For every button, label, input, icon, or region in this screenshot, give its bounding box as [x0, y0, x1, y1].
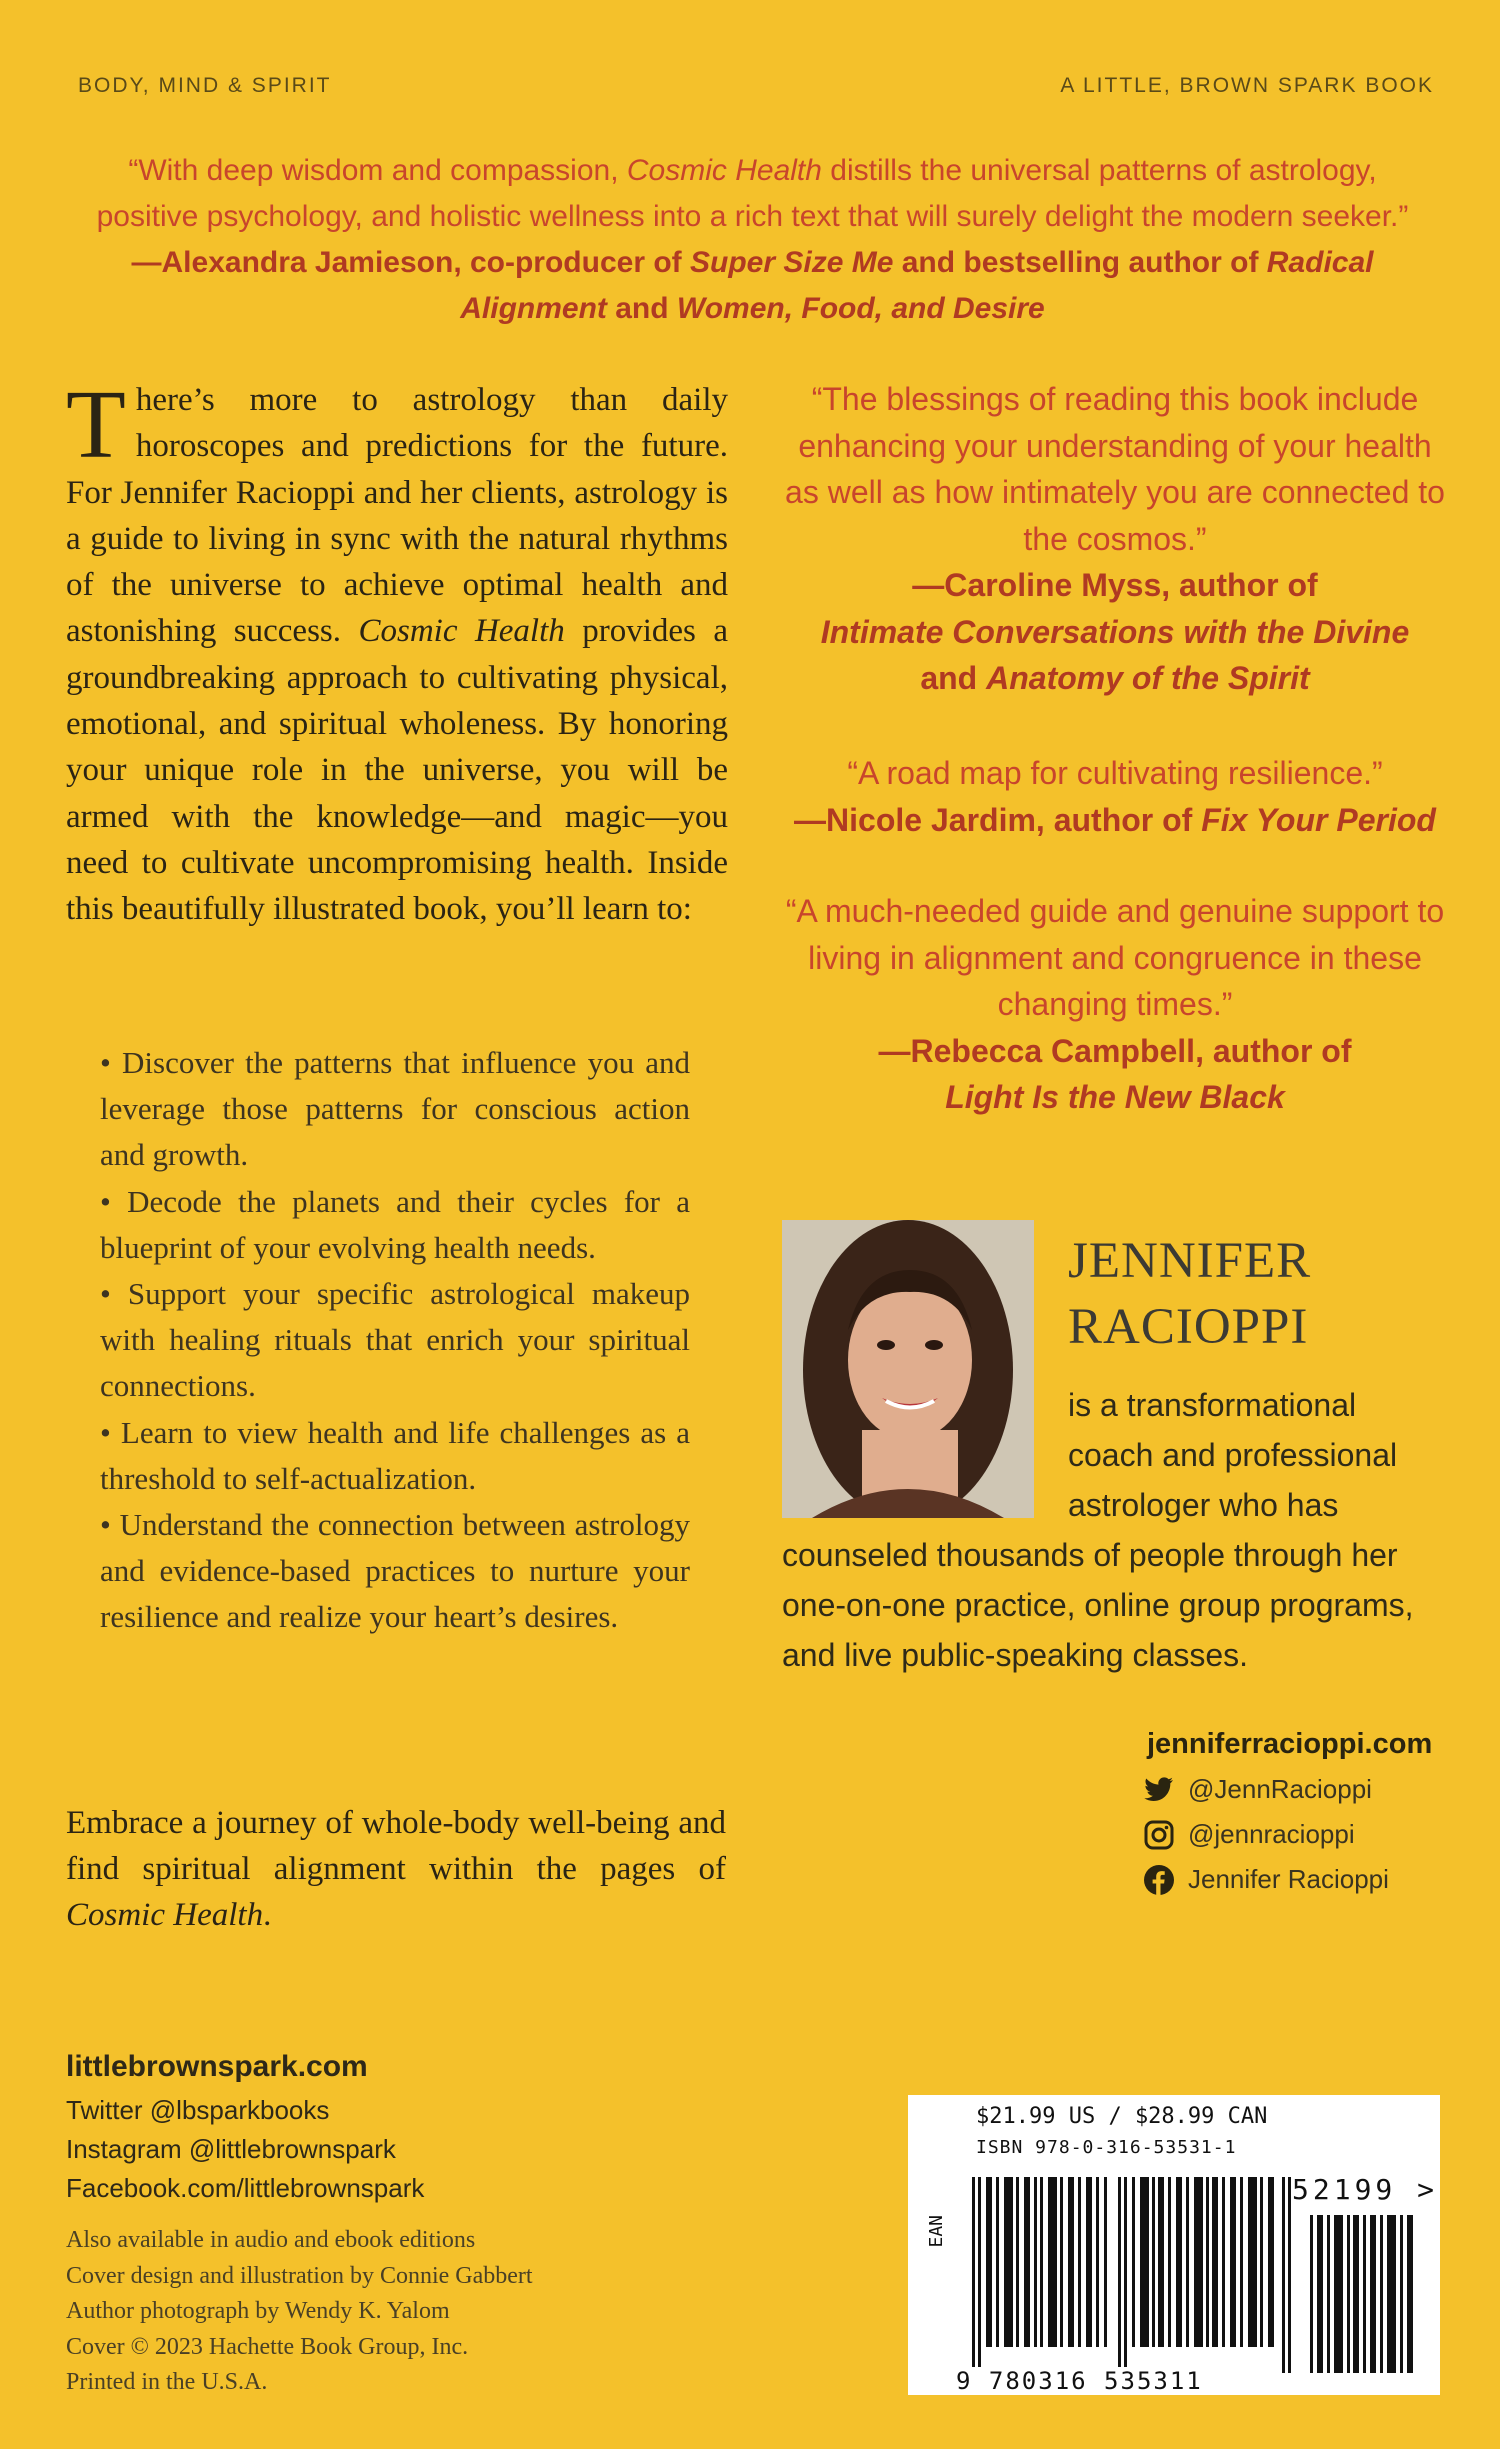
- author-portrait-image: [782, 1220, 1034, 1518]
- bullet-item: • Understand the connection between astrology and evidence-based practices to nurture your resilience and realize your heart’s desires.: [100, 1502, 690, 1641]
- isbn-label: ISBN 978-0-316-53531-1: [976, 2137, 1237, 2158]
- quote-attribution: —Rebecca Campbell, author of Light Is the New Black: [878, 1032, 1352, 1115]
- price-code: 52199 >: [1292, 2173, 1439, 2206]
- barcode-panel: [908, 2095, 1440, 2395]
- credit-line: Cover © 2023 Hachette Book Group, Inc.: [66, 2333, 469, 2360]
- quote-text: “A road map for cultivating resilience.”: [847, 755, 1383, 791]
- category-label: BODY, MIND & SPIRIT: [78, 74, 332, 97]
- publisher-twitter[interactable]: Twitter @lbsparkbooks: [66, 2095, 330, 2125]
- bullet-item: • Decode the planets and their cycles for a blueprint of your evolving health needs.: [100, 1179, 690, 1271]
- author-website-link[interactable]: jenniferracioppi.com: [1147, 1728, 1433, 1760]
- book-description: There’s more to astrology than daily horoscopes and predictions for the future. For Jennifer Racioppi and her clients, astrology is a guide to living in sync with the natural rhythms of the universe to achieve optimal health and astonishing success. Cosmic Health provides a groundbreaking approach to cultivating physical, emotional, and spiritual wholeness. By honoring your unique role in the universe, you will be armed with the knowledge—and magic—you need to cultivate uncompromising health. Inside this beautifully illustrated book, you’ll learn to:: [66, 371, 728, 928]
- publisher-links: [66, 2043, 424, 2208]
- credit-line: Also available in audio and ebook editions: [66, 2227, 476, 2253]
- author-social-links: [1147, 1728, 1432, 1902]
- author-name: JENNIFER RACIOPPI: [1068, 1233, 1312, 1355]
- imprint-label: A LITTLE, BROWN SPARK BOOK: [1060, 74, 1434, 97]
- quote-attribution: —Caroline Myss, author of Intimate Conversations with the Divine and Anatomy of the Spirit: [820, 567, 1410, 696]
- twitter-icon: [1142, 1773, 1176, 1807]
- author-instagram[interactable]: @jennracioppi: [1147, 1812, 1432, 1857]
- author-facebook[interactable]: Jennifer Racioppi: [1147, 1857, 1432, 1902]
- quote-text: “The blessings of reading this book include enhancing your understanding of your health as well as how intimately you are connected to the cosmos.”: [785, 381, 1445, 557]
- endorsement-quote-jardim: [780, 750, 1450, 843]
- author-bio-top: is a transformational coach and professional astrologer who has: [1068, 1387, 1398, 1523]
- instagram-icon: [1142, 1818, 1176, 1852]
- bullet-item: • Discover the patterns that influence you and leverage those patterns for conscious action and growth.: [100, 1040, 690, 1179]
- quote-book-title: Cosmic Health: [626, 154, 822, 187]
- publisher-website-link[interactable]: littlebrownspark.com: [66, 2050, 368, 2083]
- addon-barcode: [1308, 2215, 1418, 2373]
- quote-attribution: —Nicole Jardim, author of Fix Your Period: [794, 801, 1436, 838]
- author-bio-bottom: counseled thousands of people through her one-on-one practice, online group programs, and live public-speaking classes.: [782, 1537, 1414, 1673]
- ean-number: 9 780316 535311: [956, 2367, 1203, 2395]
- facebook-icon: [1142, 1863, 1176, 1897]
- credit-line: Printed in the U.S.A.: [66, 2369, 268, 2395]
- credit-line: Cover design and illustration by Connie Gabbert: [66, 2262, 533, 2289]
- price-label: $21.99 US / $28.99 CAN: [976, 2104, 1268, 2129]
- quote-text: distills the universal patterns of astrology, positive psychology, and holistic wellness into a rich text that will surely delight the modern seeker.”: [96, 154, 1409, 233]
- ean-barcode: [968, 2177, 1298, 2373]
- credits-block: [66, 2223, 533, 2401]
- book-title: Cosmic Health: [66, 1897, 264, 1933]
- learning-bullet-list: [100, 1040, 690, 1641]
- drop-cap: T: [66, 371, 126, 479]
- credit-line: Author photograph by Wendy K. Yalom: [66, 2298, 450, 2324]
- bullet-item: • Support your specific astrological makeup with healing rituals that enrich your spiritual connections.: [100, 1271, 690, 1410]
- publisher-instagram[interactable]: Instagram @littlebrownspark: [66, 2134, 396, 2164]
- author-twitter[interactable]: @JennRacioppi: [1147, 1767, 1432, 1812]
- author-photo: [782, 1220, 1034, 1518]
- book-title: Cosmic Health: [358, 613, 565, 650]
- quote-text: “A much-needed guide and genuine support to living in alignment and congruence in these changing times.”: [785, 893, 1445, 1022]
- quote-attribution: —Alexandra Jamieson, co-producer of Super Size Me and bestselling author of Radical Alignment and Women, Food, and Desire: [131, 246, 1374, 325]
- closing-paragraph: Embrace a journey of whole-body well-being and find spiritual alignment within the pages of Cosmic Health.: [66, 1805, 726, 1933]
- endorsement-quote-campbell: [780, 888, 1450, 1121]
- bullet-item: • Learn to view health and life challenges as a threshold to self-actualization.: [100, 1410, 690, 1502]
- quote-text: “With deep wisdom and compassion,: [128, 154, 627, 187]
- endorsement-quote-myss: [780, 376, 1450, 702]
- top-endorsement-quote: [80, 148, 1425, 332]
- ean-label: EAN: [926, 2215, 947, 2248]
- publisher-facebook[interactable]: Facebook.com/littlebrownspark: [66, 2173, 425, 2203]
